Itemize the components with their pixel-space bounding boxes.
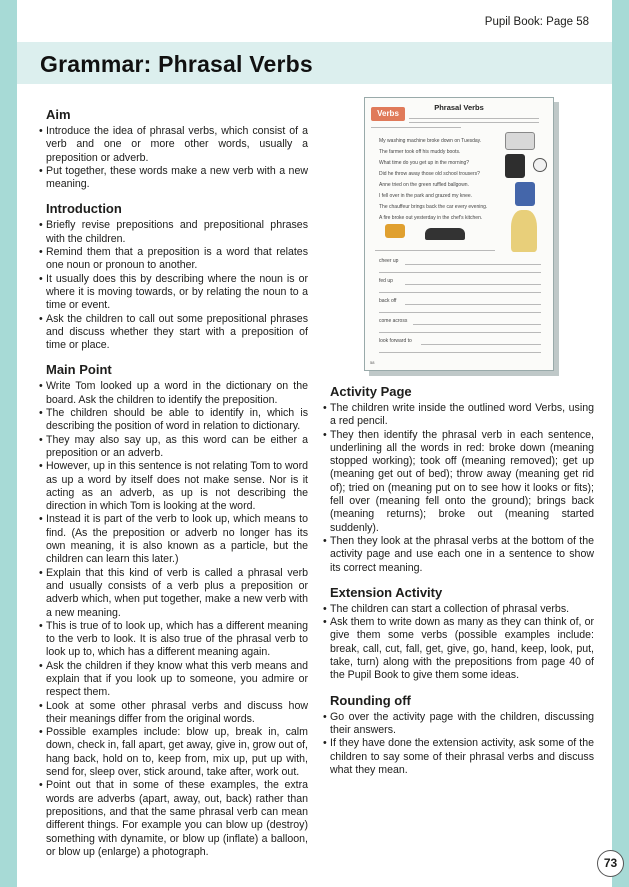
activity-page-list — [324, 402, 594, 575]
list-item: • Briefly revise prepositions and prepositional phrases with the children. — [40, 219, 308, 246]
list-item: • Explain that this kind of verb is called a phrasal verb and usually consists of a verb plus a preposition or adverb which, when put together, make a new verb with a new meaning. — [40, 567, 308, 620]
thumbnail-title: Phrasal Verbs — [434, 103, 484, 112]
instruction-line — [409, 122, 539, 123]
rounding-off-heading: Rounding off — [330, 692, 411, 708]
aim-heading: Aim — [46, 107, 71, 122]
right-column — [324, 384, 594, 787]
writing-line — [379, 292, 541, 293]
introduction-section — [40, 201, 308, 352]
right-margin-bar — [612, 0, 629, 887]
list-item: • Then they look at the phrasal verbs at the bottom of the activity page and use each one in a sentence to show its correct meaning. — [324, 535, 594, 575]
thumbnail-sentence: The farmer took off his muddy boots. — [379, 149, 461, 155]
list-item: • The children can start a collection of phrasal verbs. — [324, 603, 594, 616]
main-point-list — [40, 380, 308, 859]
list-item: • Point out that in some of these examples, the extra words are adverbs (apart, away, out, back) rather than prepositions, and that the same phrasal verb can mean different things. For example you can blow up (destroy) something with dynamite, or blow up (inflate) a balloon, or blow up (enlarge) a photograph. — [40, 779, 308, 859]
list-item: • They then identify the phrasal verb in each sentence, underlining all the words in red: broke down (meaning stopped working); took off (meaning removed); get up (meaning get out of bed); throw away (meaning get rid of); tried on (meaning put on to see how it looks or fits); fell over (meaning fell onto the ground); brings back (meaning returns); broke out (meaning started suddenly). — [324, 429, 594, 535]
instruction-line — [375, 250, 495, 251]
main-point-heading: Main Point — [46, 362, 112, 378]
thumbnail-prompt: look forward to — [379, 338, 412, 344]
thumbnail-prompt: back off — [379, 298, 397, 304]
thumbnail-sentence: Anne tried on the green ruffled ballgown. — [379, 182, 469, 188]
list-item: • Remind them that a preposition is a word that relates one noun or pronoun to another. — [40, 246, 308, 273]
thumbnail-prompt: come across — [379, 318, 408, 324]
introduction-list — [40, 219, 308, 352]
boots-illustration — [505, 154, 525, 178]
list-item: • Write Tom looked up a word in the dictionary on the board. Ask the children to identify the preposition. — [40, 380, 308, 407]
writing-line — [379, 332, 541, 333]
thumbnail-sentence: What time do you get up in the morning? — [379, 160, 470, 166]
washing-machine-illustration — [505, 132, 535, 150]
left-margin-bar — [0, 0, 17, 887]
verbs-outlined-word: Verbs — [371, 107, 405, 121]
extension-activity-list — [324, 603, 594, 683]
instruction-line — [371, 127, 461, 128]
list-item: • Possible examples include: blow up, break in, calm down, check in, fall apart, get away, give in, grow out of, hang back, hold on to, keep from, mix up, put up with, send for, sleep over, stick around, take after, work out. — [40, 726, 308, 779]
activity-page-section — [324, 384, 594, 575]
thumbnail-sentence: Did he throw away those old school trousers? — [379, 171, 480, 177]
list-item: • It usually does this by describing where the noun is or where it is moving towards, or by relating the noun to a time or event. — [40, 273, 308, 313]
page-title: Grammar: Phrasal Verbs — [40, 51, 313, 77]
rounding-off-section — [324, 693, 594, 777]
writing-line — [379, 352, 541, 353]
writing-line — [405, 284, 541, 285]
main-point-section — [40, 362, 308, 859]
list-item: • Put together, these words make a new verb with a new meaning. — [40, 165, 308, 192]
activity-page-thumbnail — [364, 97, 554, 371]
list-item: • Ask the children to call out some prepositional phrases and discuss whether they start with a preposition of time or place. — [40, 313, 308, 353]
list-item: • Ask them to write down as many as they can think of, or give them some verbs (possible examples include: break, call, cut, fall, get, give, go, hand, keep, look, put, take, turn) along with the prepositions from page 40 of the Pupil Book to give them some ideas. — [324, 616, 594, 682]
list-item: • The children write inside the outlined word Verbs, using a red pencil. — [324, 402, 594, 429]
pupil-book-reference: Pupil Book: Page 58 — [484, 16, 589, 28]
activity-page-heading: Activity Page — [330, 384, 412, 399]
list-item: • Ask the children if they know what this verb means and explain that if you look up to someone, you admire or respect them. — [40, 660, 308, 700]
left-column — [40, 107, 308, 869]
fire-illustration — [385, 224, 405, 238]
thumbnail-sentence: A fire broke out yesterday in the chef's kitchen. — [379, 215, 483, 221]
thumbnail-sentence: The chauffeur brings back the car every evening. — [379, 204, 488, 210]
writing-line — [421, 344, 541, 345]
writing-line — [405, 304, 541, 305]
extension-activity-section — [324, 585, 594, 683]
list-item: • Go over the activity page with the children, discussing their answers. — [324, 711, 594, 738]
list-item: • However, up in this sentence is not relating Tom to word as up a word by itself does not make sense. Nor is it acting as an adverb, as up is not describing the direction in which Tom is looking at the word. — [40, 460, 308, 513]
thumbnail-prompt: cheer up — [379, 258, 399, 264]
rounding-off-list — [324, 711, 594, 777]
thumbnail-sentence: My washing machine broke down on Tuesday. — [379, 138, 482, 144]
aim-list — [40, 125, 308, 191]
extension-activity-heading: Extension Activity — [330, 584, 443, 600]
page-number: 73 — [597, 850, 624, 877]
aim-section — [40, 107, 308, 191]
writing-line — [405, 264, 541, 265]
writing-line — [379, 272, 541, 273]
clock-illustration — [533, 158, 547, 172]
list-item: • Look at some other phrasal verbs and discuss how their meanings differ from the original words. — [40, 700, 308, 727]
thumbnail-sentence: I fell over in the park and grazed my knee. — [379, 193, 473, 199]
writing-line — [379, 312, 541, 313]
list-item: • This is true of to look up, which has a different meaning to the verb to look. It is also true of the phrasal verb to look up to, which has a different meaning again. — [40, 620, 308, 660]
thumbnail-prompt: fed up — [379, 278, 393, 284]
writing-line — [413, 324, 541, 325]
list-item: • The children should be able to identify in, which is describing the position of word in relation to dictionary. — [40, 407, 308, 434]
ballgown-illustration — [511, 210, 537, 252]
list-item: • Introduce the idea of phrasal verbs, which consist of a verb and one or more other words, usually a preposition or adverb. — [40, 125, 308, 165]
list-item: • If they have done the extension activity, ask some of the children to say some of their phrasal verbs and discuss what they mean. — [324, 737, 594, 777]
thumbnail-page-number: 58 — [370, 360, 375, 365]
trousers-illustration — [515, 182, 535, 206]
list-item: • They may also say up, as this word can be either a preposition or an adverb. — [40, 434, 308, 461]
car-illustration — [425, 228, 465, 240]
list-item: • Instead it is part of the verb to look up, which means to find. (As the preposition or adverb no longer has its own meaning, it is also known as a particle, but the children can learn this later.) — [40, 513, 308, 566]
instruction-line — [409, 118, 539, 119]
introduction-heading: Introduction — [46, 201, 122, 217]
